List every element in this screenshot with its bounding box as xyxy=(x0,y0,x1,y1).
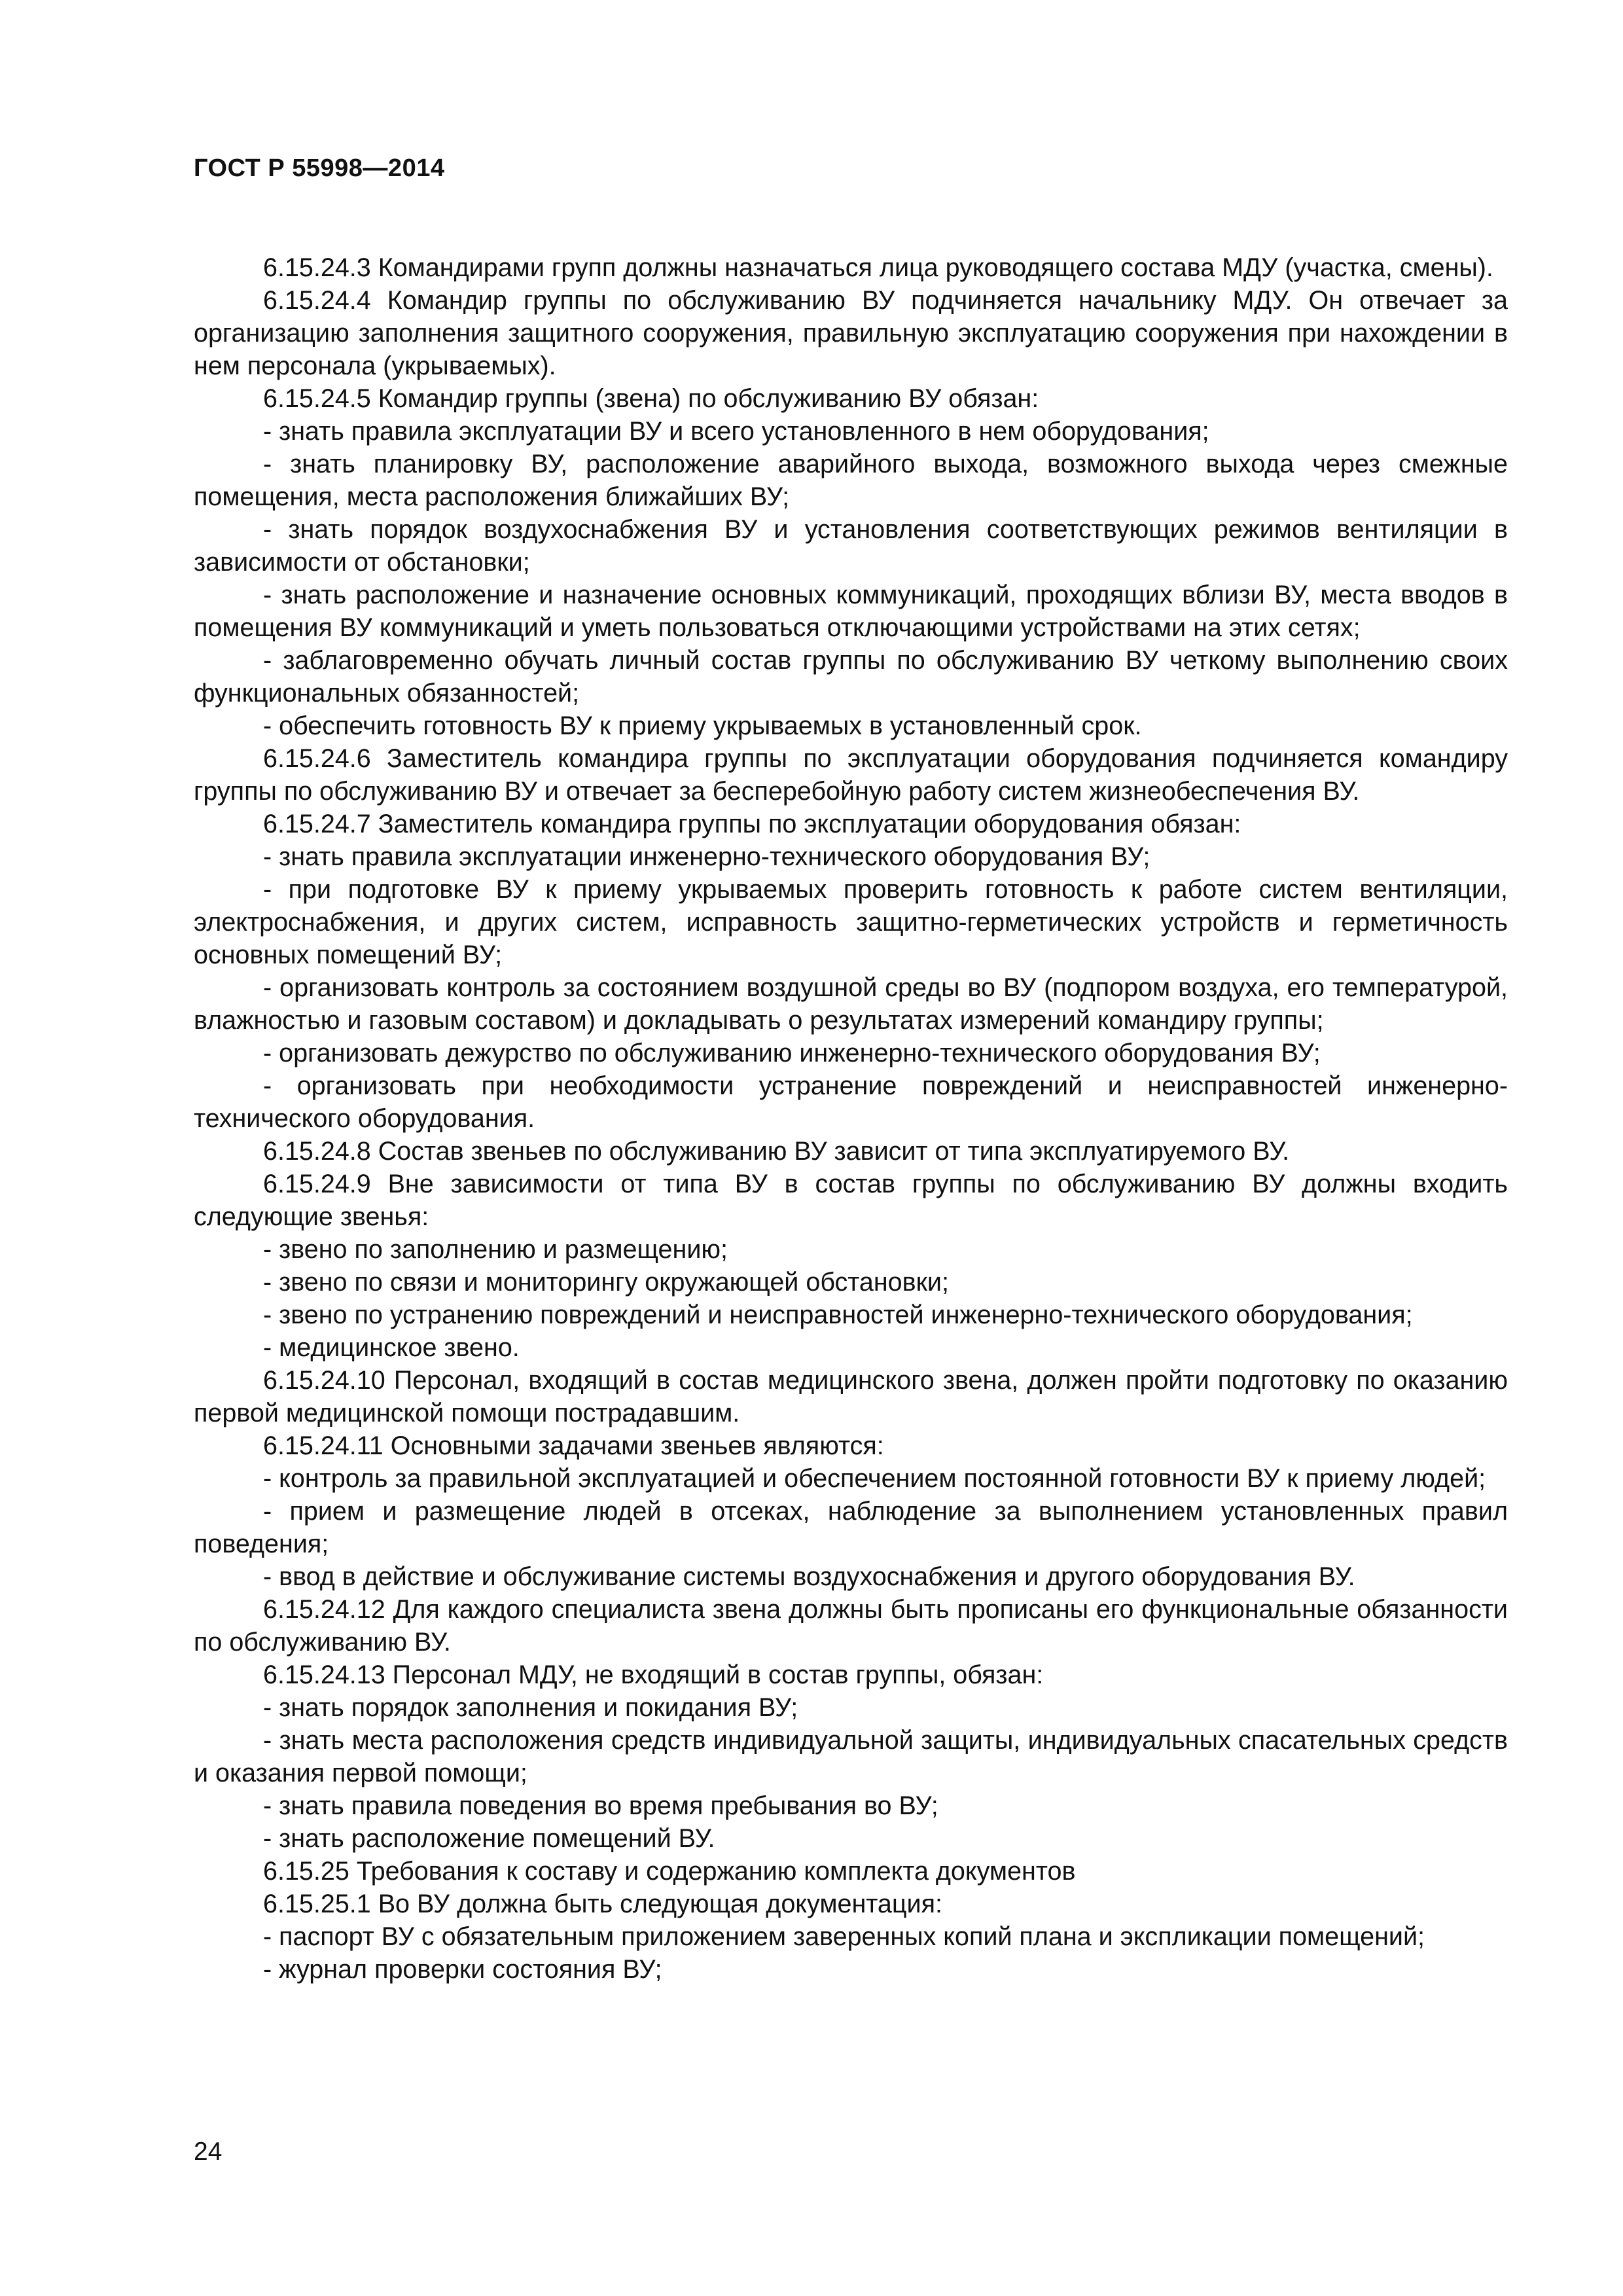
paragraph: 6.15.24.10 Персонал, входящий в состав медицинского звена, должен пройти подготовку по оказанию первой медицинской помощи пострадавшим. xyxy=(194,1366,1508,1427)
list-item: - заблаговременно обучать личный состав группы по обслуживанию ВУ четкому выполнению своих функциональных обязанностей; xyxy=(194,646,1508,708)
list-item: - знать расположение и назначение основных коммуникаций, проходящих вблизи ВУ, места вводов в помещения ВУ коммуникаций и уметь пользоваться отключающими устройствами на этих сетях; xyxy=(194,581,1508,642)
list-item: - прием и размещение людей в отсеках, наблюдение за выполнением установленных правил поведения; xyxy=(194,1497,1508,1558)
page-number: 24 xyxy=(194,2138,223,2166)
list-item: - знать порядок воздухоснабжения ВУ и установления соответствующих режимов вентиляции в зависимости от обстановки; xyxy=(194,515,1508,577)
list-item: - знать места расположения средств индивидуальной защиты, индивидуальных спасательных средств и оказания первой помощи; xyxy=(194,1726,1508,1787)
list-item: - знать планировку ВУ, расположение аварийного выхода, возможного выхода через смежные помещения, места расположения ближайших ВУ; xyxy=(194,450,1508,511)
list-item: - организовать контроль за состоянием воздушной среды во ВУ (подпором воздуха, его температурой, влажностью и газовым составом) и докладывать о результатах измерений командиру группы; xyxy=(194,973,1508,1035)
list-item: - знать правила эксплуатации ВУ и всего установленного в нем оборудования; xyxy=(263,417,1209,446)
list-item: - звено по связи и мониторингу окружающей обстановки; xyxy=(263,1268,949,1297)
list-item: - паспорт ВУ с обязательным приложением заверенных копий плана и экспликации помещений; xyxy=(263,1922,1425,1951)
page-header: ГОСТ Р 55998—2014 xyxy=(194,154,445,182)
paragraph: 6.15.24.11 Основными задачами звеньев являются: xyxy=(263,1431,884,1460)
list-item: - медицинское звено. xyxy=(263,1333,520,1362)
list-item: - знать правила эксплуатации инженерно-технического оборудования ВУ; xyxy=(263,842,1150,871)
list-item: - звено по устранению повреждений и неисправностей инженерно-технического оборудования; xyxy=(263,1300,1413,1329)
list-item: - обеспечить готовность ВУ к приему укрываемых в установленный срок. xyxy=(263,711,1142,740)
document-body xyxy=(194,251,1508,1986)
list-item: - ввод в действие и обслуживание системы воздухоснабжения и другого оборудования ВУ. xyxy=(263,1562,1355,1591)
list-item: - организовать при необходимости устранение повреждений и неисправностей инженерно-технического оборудования. xyxy=(194,1071,1508,1133)
list-item: - знать порядок заполнения и покидания ВУ; xyxy=(263,1693,798,1722)
list-item: - звено по заполнению и размещению; xyxy=(263,1235,728,1264)
paragraph: 6.15.24.9 Вне зависимости от типа ВУ в состав группы по обслуживанию ВУ должны входить следующие звенья: xyxy=(194,1170,1508,1231)
paragraph: 6.15.24.12 Для каждого специалиста звена должны быть прописаны его функциональные обязанности по обслуживанию ВУ. xyxy=(194,1595,1508,1657)
paragraph: 6.15.24.8 Состав звеньев по обслуживанию ВУ зависит от типа эксплуатируемого ВУ. xyxy=(263,1137,1290,1166)
list-item: - при подготовке ВУ к приему укрываемых проверить готовность к работе систем вентиляции, электроснабжения, и других систем, исправность защитно-герметических устройств и герметичность основных помещений ВУ; xyxy=(194,875,1508,969)
list-item: - организовать дежурство по обслуживанию инженерно-технического оборудования ВУ; xyxy=(263,1039,1321,1067)
paragraph: 6.15.24.3 Командирами групп должны назначаться лица руководящего состава МДУ (участка, смены). xyxy=(263,253,1493,282)
paragraph: 6.15.24.13 Персонал МДУ, не входящий в состав группы, обязан: xyxy=(263,1660,1044,1689)
list-item: - знать правила поведения во время пребывания во ВУ; xyxy=(263,1791,938,1820)
list-item: - контроль за правильной эксплуатацией и обеспечением постоянной готовности ВУ к приему людей; xyxy=(263,1464,1486,1493)
paragraph: 6.15.24.6 Заместитель командира группы по эксплуатации оборудования подчиняется командиру группы по обслуживанию ВУ и отвечает за бесперебойную работу систем жизнеобеспечения ВУ. xyxy=(194,744,1508,806)
paragraph: 6.15.25.1 Во ВУ должна быть следующая документация: xyxy=(263,1890,942,1918)
list-item: - журнал проверки состояния ВУ; xyxy=(263,1955,662,1984)
paragraph: 6.15.24.5 Командир группы (звена) по обслуживанию ВУ обязан: xyxy=(263,384,1039,413)
list-item: - знать расположение помещений ВУ. xyxy=(263,1824,715,1853)
paragraph: 6.15.24.4 Командир группы по обслуживанию ВУ подчиняется начальнику МДУ. Он отвечает за организацию заполнения защитного сооружения, правильную эксплуатацию сооружения при нахождении в нем персонала (укрываемых). xyxy=(194,286,1508,380)
section-heading: 6.15.25 Требования к составу и содержанию комплекта документов xyxy=(263,1857,1076,1886)
paragraph: 6.15.24.7 Заместитель командира группы по эксплуатации оборудования обязан: xyxy=(263,810,1241,838)
